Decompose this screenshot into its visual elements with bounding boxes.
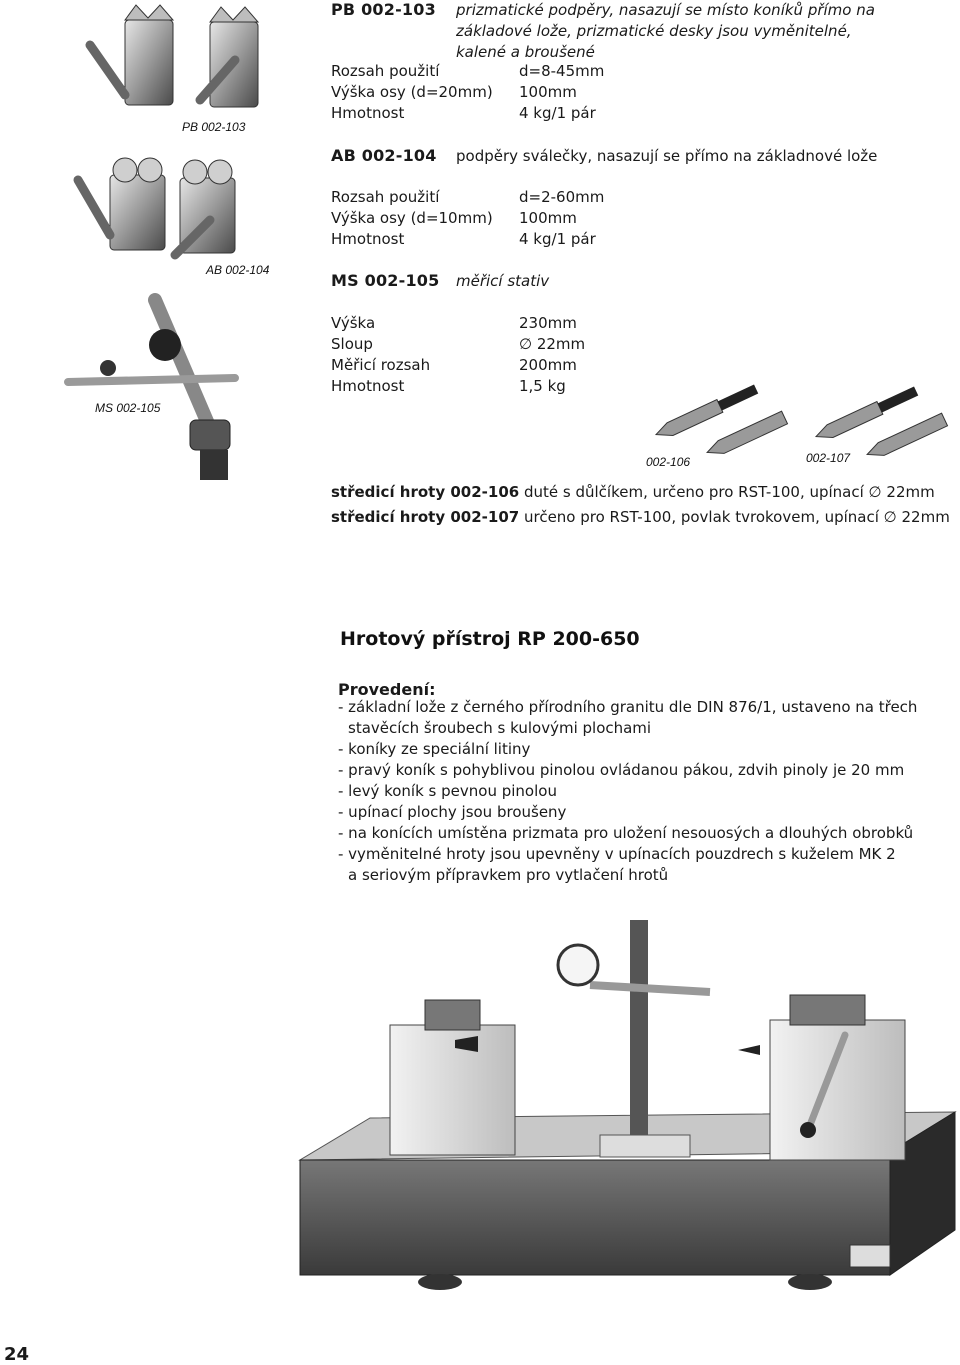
center-106-caption: 002-106 bbox=[646, 455, 691, 469]
pb-product-code: PB 002-103 bbox=[331, 0, 436, 19]
pb-desc-line-3: kalené a broušené bbox=[456, 43, 595, 61]
pb-description bbox=[456, 0, 875, 63]
bench-center-illustration bbox=[290, 890, 960, 1310]
list-item: - základní lože z černého přírodního granitu dle DIN 876/1, ustaveno na třech bbox=[338, 698, 918, 716]
spec-value: 200mm bbox=[519, 356, 577, 374]
spec-value: 1,5 kg bbox=[519, 377, 566, 395]
page-number: 24 bbox=[4, 1344, 30, 1365]
centers-line-1-bold: středicí hroty 002-106 bbox=[331, 483, 520, 501]
ms-spec-labels bbox=[331, 313, 430, 397]
spec-value: d=2-60mm bbox=[519, 188, 605, 206]
ab-product-code: AB 002-104 bbox=[331, 146, 437, 165]
list-item: stavěcích šroubech s kulovými plochami bbox=[348, 719, 652, 737]
pb-desc-line-1: prizmatické podpěry, nasazují se místo koníků přímo na bbox=[456, 1, 875, 19]
spec-value: 230mm bbox=[519, 314, 577, 332]
pb-desc-line-2: základové lože, prizmatické desky jsou vyměnitelné, bbox=[456, 22, 852, 40]
pb-spec-labels bbox=[331, 61, 493, 124]
ms-image-caption: MS 002-105 bbox=[95, 401, 161, 415]
center-106-illustration bbox=[650, 378, 800, 458]
rp-title: Hrotový přístroj RP 200-650 bbox=[340, 628, 640, 650]
pb-image-caption: PB 002-103 bbox=[182, 120, 246, 134]
spec-value: d=8-45mm bbox=[519, 62, 605, 80]
ab-description: podpěry sválečky, nasazují se přímo na základnové lože bbox=[456, 147, 878, 165]
spec-value: 4 kg/1 pár bbox=[519, 104, 596, 122]
centers-line-2-rest: určeno pro RST-100, povlak tvrokovem, upínací ∅ 22mm bbox=[519, 508, 950, 526]
spec-label: Rozsah použití bbox=[331, 188, 440, 206]
spec-label: Měřicí rozsah bbox=[331, 356, 431, 374]
center-107-caption: 002-107 bbox=[806, 451, 851, 465]
centers-line-1-rest: duté s důlčíkem, určeno pro RST-100, upínací ∅ 22mm bbox=[519, 483, 935, 501]
ab-image-caption: AB 002-104 bbox=[206, 263, 270, 277]
spec-label: Výška bbox=[331, 314, 376, 332]
spec-label: Hmotnost bbox=[331, 377, 405, 395]
spec-label: Sloup bbox=[331, 335, 373, 353]
centers-line-1 bbox=[331, 482, 935, 503]
centers-line-2 bbox=[331, 507, 950, 528]
spec-label: Hmotnost bbox=[331, 230, 405, 248]
spec-label: Rozsah použití bbox=[331, 62, 440, 80]
measuring-stand-illustration bbox=[60, 290, 260, 490]
spec-value: ∅ 22mm bbox=[519, 335, 586, 353]
spec-value: 100mm bbox=[519, 209, 577, 227]
list-item: - pravý koník s pohyblivou pinolou ovládanou pákou, zdvih pinoly je 20 mm bbox=[338, 761, 905, 779]
list-item: - upínací plochy jsou broušeny bbox=[338, 803, 567, 821]
ms-product-code: MS 002-105 bbox=[331, 271, 440, 290]
ab-spec-labels bbox=[331, 187, 493, 250]
ab-spec-values bbox=[519, 187, 604, 250]
spec-label: Výška osy (d=10mm) bbox=[331, 209, 493, 227]
spec-value: 4 kg/1 pár bbox=[519, 230, 596, 248]
spec-label: Hmotnost bbox=[331, 104, 405, 122]
spec-label: Výška osy (d=20mm) bbox=[331, 83, 493, 101]
spec-value: 100mm bbox=[519, 83, 577, 101]
roller-support-illustration bbox=[70, 150, 280, 265]
ms-description: měřicí stativ bbox=[456, 272, 550, 290]
center-107-illustration bbox=[810, 380, 960, 460]
rp-feature-list bbox=[338, 697, 917, 886]
pb-spec-values bbox=[519, 61, 604, 124]
rp-subtitle: Provedení: bbox=[338, 680, 436, 699]
prism-support-illustration bbox=[70, 0, 270, 130]
list-item: a seriovým přípravkem pro vytlačení hrotů bbox=[348, 866, 669, 884]
list-item: - na konících umístěna prizmata pro uložení nesouosých a dlouhých obrobků bbox=[338, 824, 914, 842]
list-item: - vyměnitelné hroty jsou upevněny v upínacích pouzdrech s kuželem MK 2 bbox=[338, 845, 896, 863]
ms-spec-values bbox=[519, 313, 585, 397]
list-item: - koníky ze speciální litiny bbox=[338, 740, 531, 758]
centers-line-2-bold: středicí hroty 002-107 bbox=[331, 508, 520, 526]
list-item: - levý koník s pevnou pinolou bbox=[338, 782, 557, 800]
